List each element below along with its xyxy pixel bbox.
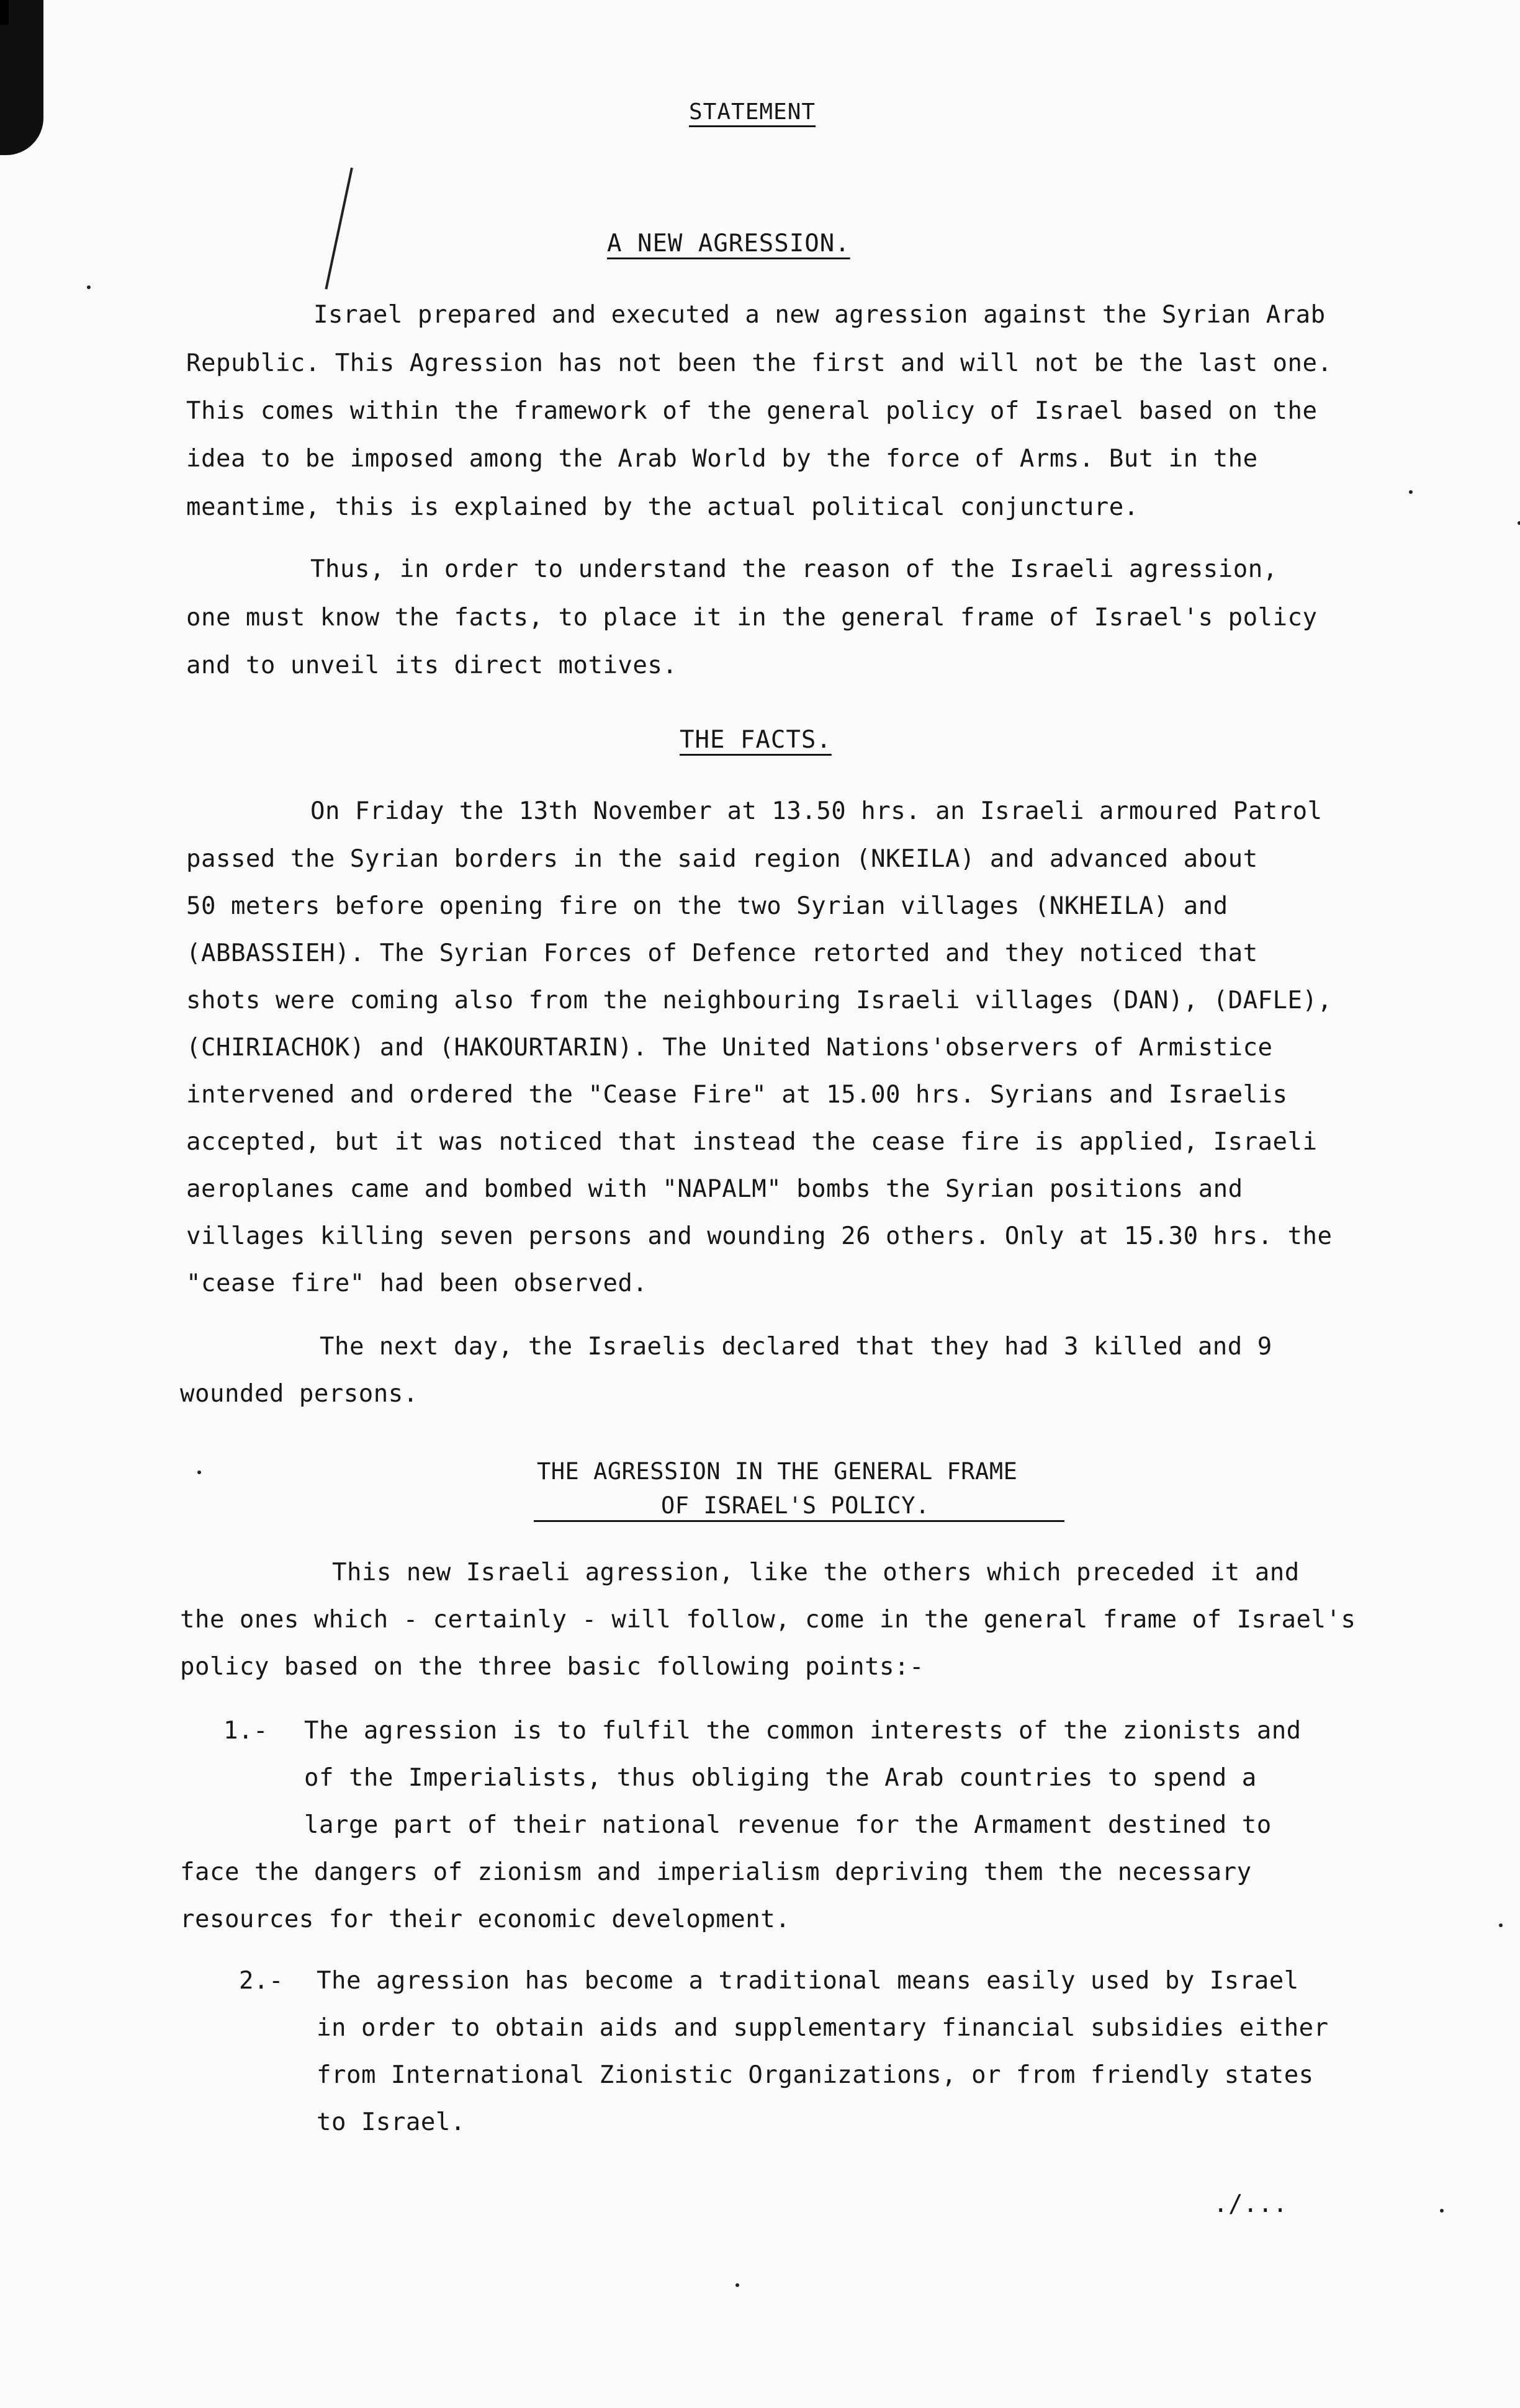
point1-line: face the dangers of zionism and imperialism depriving them the necessary <box>180 1858 1252 1886</box>
handwritten-mark <box>325 168 353 289</box>
facts-line: (CHIRIACHOK) and (HAKOURTARIN). The United Nations'observers of Armistice <box>186 1034 1273 1062</box>
reason-line: and to unveil its direct motives. <box>186 651 678 679</box>
point2-line: in order to obtain aids and supplementary financial subsidies either <box>317 2014 1329 2042</box>
intro-line: Republic. This Agression has not been the first and will not be the last one. <box>186 349 1333 377</box>
facts-line: intervened and ordered the "Cease Fire" at 15.00 hrs. Syrians and Israelis <box>186 1081 1288 1109</box>
section-heading-general-frame: THE AGRESSION IN THE GENERAL FRAME <box>537 1458 1018 1485</box>
section-heading-new-agression: A NEW AGRESSION. <box>607 230 850 257</box>
intro-line: This comes within the framework of the general policy of Israel based on the <box>186 397 1318 425</box>
intro-line: meantime, this is explained by the actual political conjuncture. <box>186 493 1139 521</box>
facts-line: 50 meters before opening fire on the two Syrian villages (NKHEILA) and <box>186 892 1228 920</box>
scan-speck <box>1518 521 1520 525</box>
next-day-line: wounded persons. <box>180 1380 418 1408</box>
document-title: STATEMENT <box>689 99 816 125</box>
facts-line: "cease fire" had been observed. <box>186 1269 648 1297</box>
policy-line: policy based on the three basic following points:- <box>180 1653 924 1681</box>
scan-speck <box>1499 1923 1503 1927</box>
point2-line: to Israel. <box>317 2108 465 2136</box>
reason-line: one must know the facts, to place it in the general frame of Israel's policy <box>186 604 1318 632</box>
section-heading-israel-policy: OF ISRAEL'S POLICY. <box>661 1492 930 1519</box>
point1-line: large part of their national revenue for the Armament destined to <box>304 1811 1272 1839</box>
scan-speck <box>1409 490 1413 494</box>
reason-line: Thus, in order to understand the reason of the Israeli agression, <box>310 555 1278 583</box>
point-number: 1.- <box>223 1717 268 1745</box>
heading-underline <box>534 1520 1064 1522</box>
intro-line: idea to be imposed among the Arab World by the force of Arms. But in the <box>186 445 1258 473</box>
point1-line: resources for their economic development. <box>180 1905 791 1933</box>
facts-line: accepted, but it was noticed that instead the cease fire is applied, Israeli <box>186 1128 1318 1156</box>
point2-line: from International Zionistic Organizations, or from friendly states <box>317 2061 1314 2089</box>
scan-speck <box>87 285 91 289</box>
section-heading-facts: THE FACTS. <box>680 726 832 754</box>
facts-line: On Friday the 13th November at 13.50 hrs. an Israeli armoured Patrol <box>310 797 1323 825</box>
scan-speck <box>1440 2209 1444 2213</box>
scan-speck <box>735 2283 739 2287</box>
point1-line: of the Imperialists, thus obliging the Arab countries to spend a <box>304 1764 1257 1792</box>
policy-line: the ones which - certainly - will follow, come in the general frame of Israel's <box>180 1606 1356 1634</box>
intro-line: Israel prepared and executed a new agression against the Syrian Arab <box>313 301 1326 329</box>
point2-line: The agression has become a traditional means easily used by Israel <box>317 1967 1299 1995</box>
facts-line: villages killing seven persons and wounding 26 others. Only at 15.30 hrs. the <box>186 1222 1333 1250</box>
point1-line: The agression is to fulfil the common interests of the zionists and <box>304 1717 1302 1745</box>
next-day-line: The next day, the Israelis declared that they had 3 killed and 9 <box>320 1333 1272 1361</box>
facts-line: passed the Syrian borders in the said region (NKEILA) and advanced about <box>186 845 1258 873</box>
facts-line: shots were coming also from the neighbouring Israeli villages (DAN), (DAFLE), <box>186 987 1333 1014</box>
scan-speck <box>197 1470 201 1474</box>
facts-line: (ABBASSIEH). The Syrian Forces of Defence retorted and they noticed that <box>186 939 1258 967</box>
policy-line: This new Israeli agression, like the others which preceded it and <box>332 1559 1300 1587</box>
point-number: 2.- <box>239 1967 284 1995</box>
facts-line: aeroplanes came and bombed with "NAPALM" bombs the Syrian positions and <box>186 1175 1243 1203</box>
scan-ink-blot-corner <box>0 0 9 25</box>
continuation-mark: ./... <box>1213 2190 1288 2218</box>
